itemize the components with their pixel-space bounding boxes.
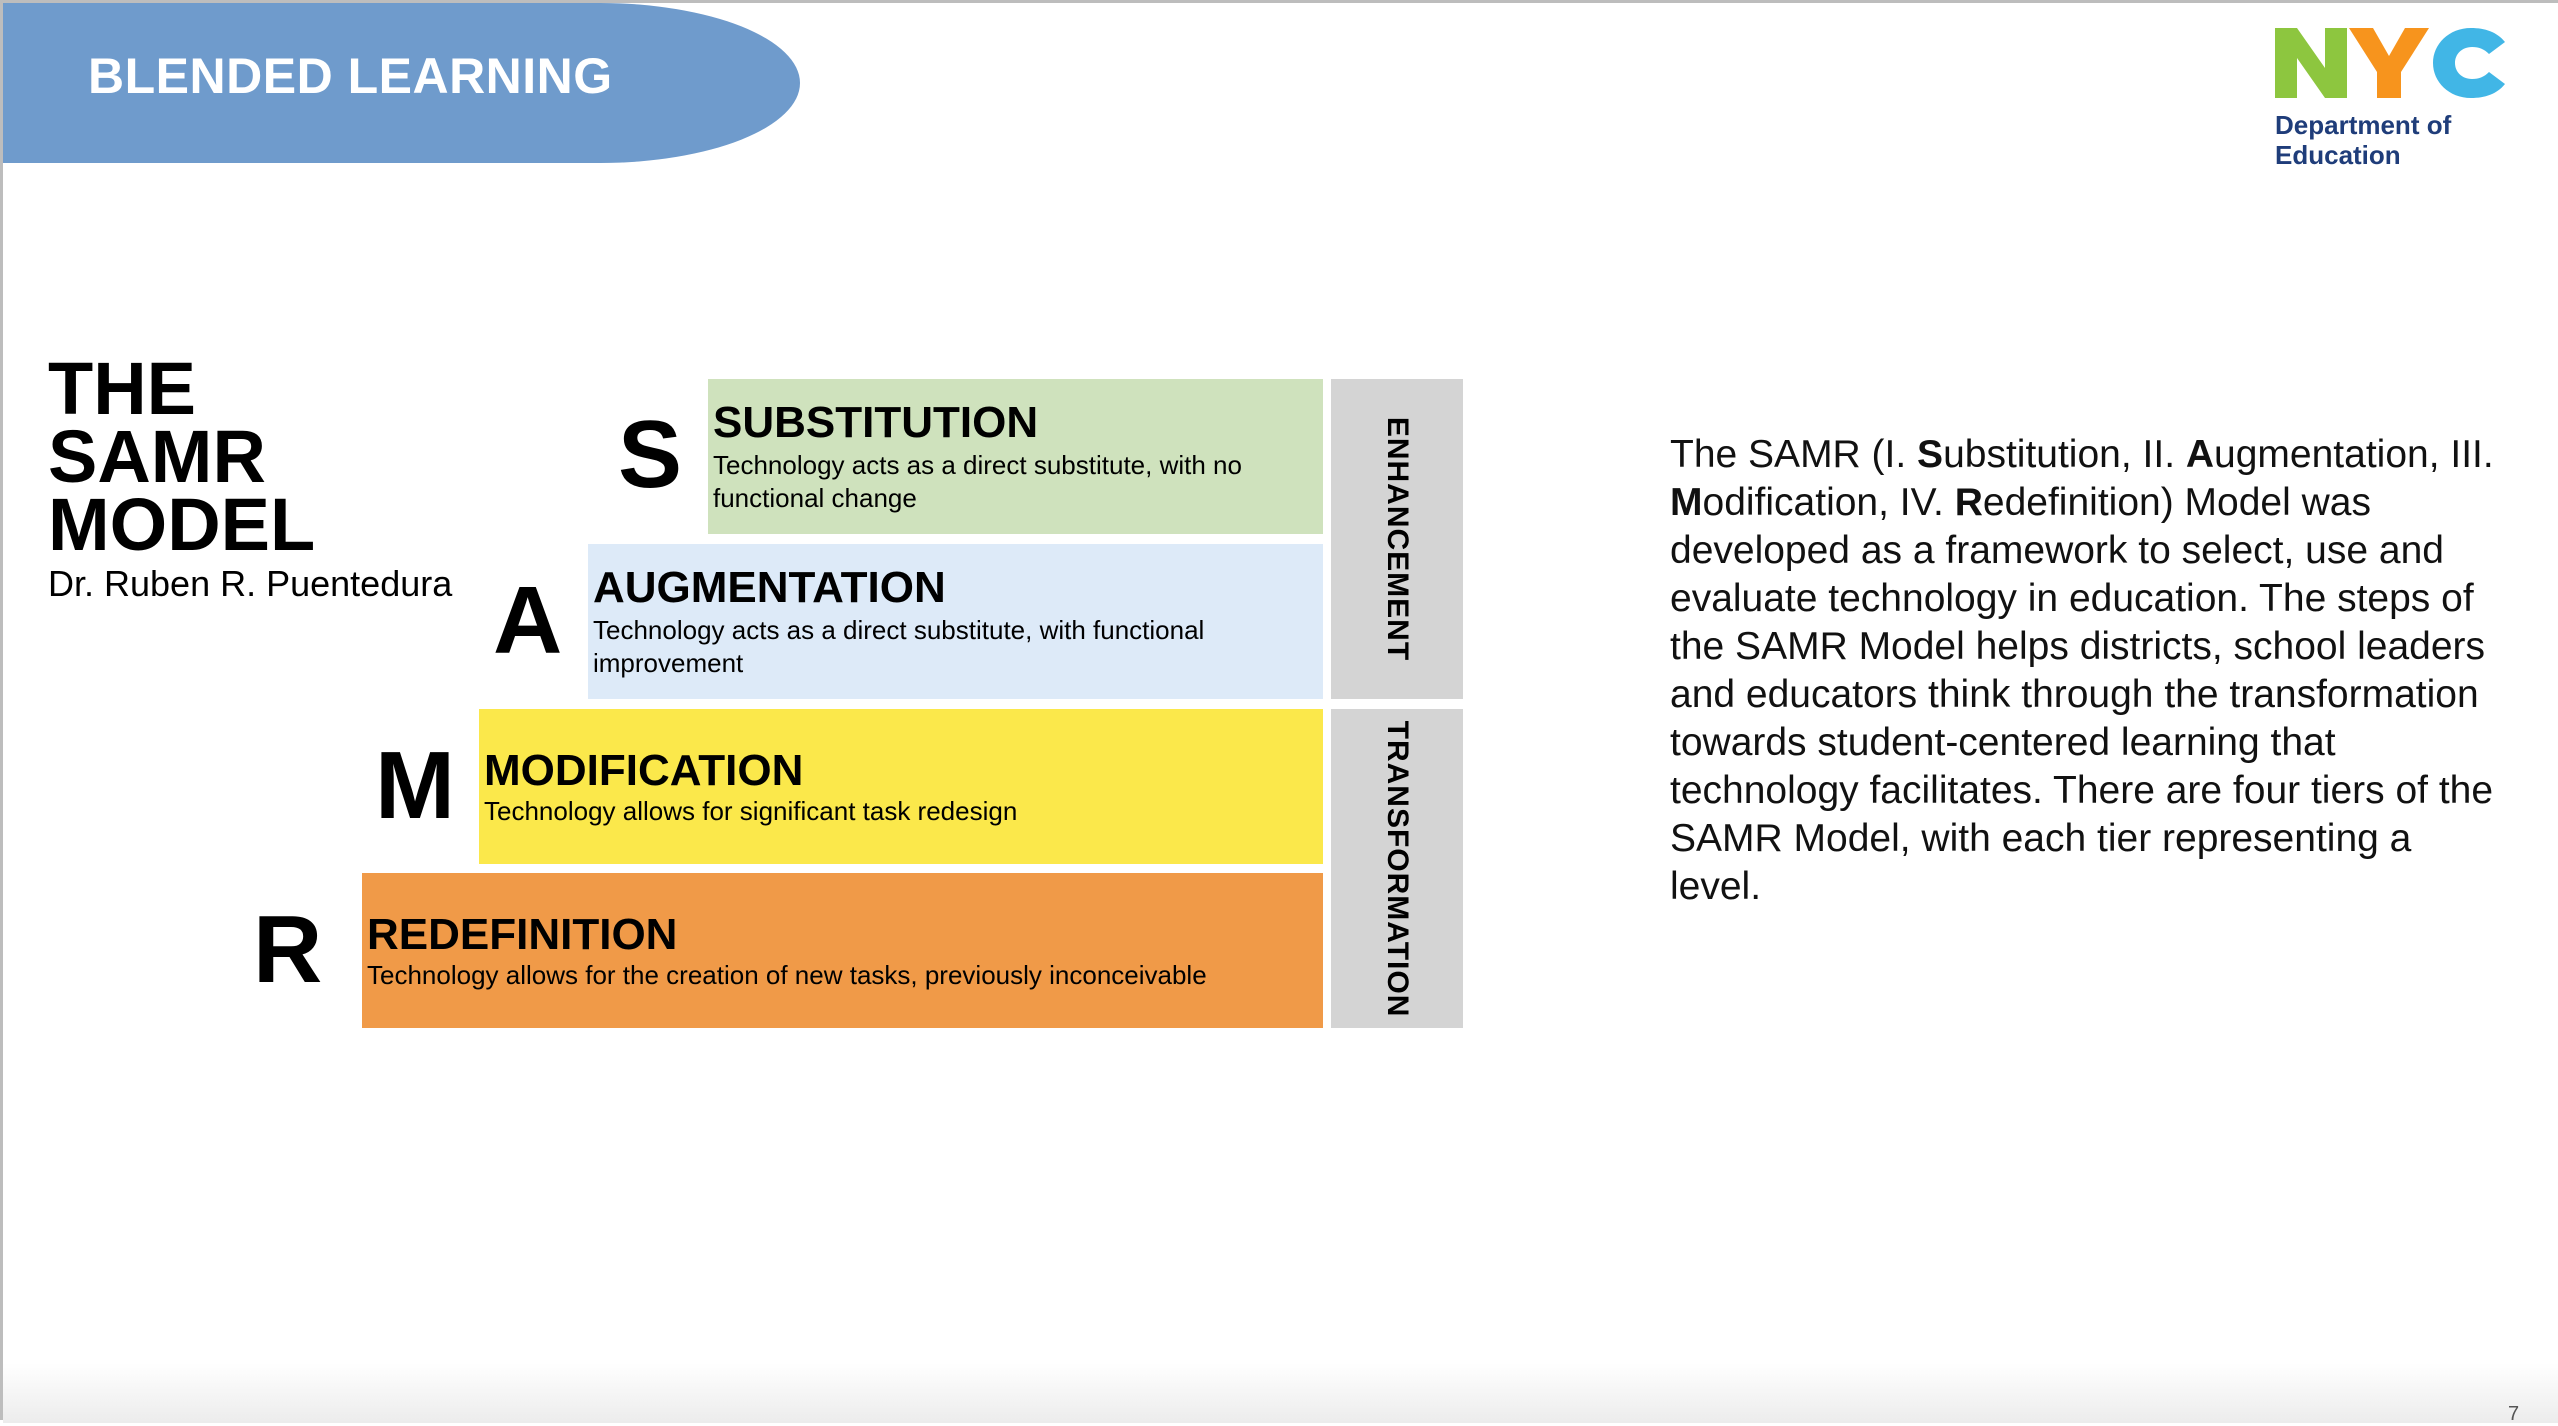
stage-transformation — [1331, 709, 1463, 1028]
tier-augmentation — [588, 544, 1323, 699]
bottom-shade — [3, 1363, 2558, 1423]
desc-bold-letter: A — [2185, 433, 2215, 476]
logo-text — [2275, 110, 2451, 170]
tier-redefinition — [362, 873, 1323, 1028]
desc-bold-letter: R — [1954, 481, 1983, 524]
tier-letter-r: R — [253, 896, 323, 1003]
desc-text: edefinition) Model was developed as a framework to select, use and evaluate technology in education. The steps of the SAMR Model helps districts, school leaders and educators think through the transformation towards student-centered learning that technology facilitates. There are four tiers of the SAMR Model, with each tier representing a level. — [1670, 481, 2494, 908]
tier-description: Technology allows for the creation of new tasks, previously inconceivable — [367, 960, 1207, 990]
page-number: 7 — [2508, 1403, 2520, 1425]
tier-letter-s: S — [618, 401, 683, 508]
tier-letter-a: A — [493, 567, 563, 674]
tier-description: Technology allows for significant task redesign — [484, 796, 1018, 826]
nyc-doe-logo — [2275, 28, 2505, 178]
model-title-line-2: SAMR — [48, 415, 266, 498]
desc-bold-letter: M — [1670, 481, 1703, 524]
header-title: BLENDED LEARNING — [88, 48, 613, 104]
model-title-line-1: THE — [48, 347, 196, 430]
logo-c-mark — [2433, 28, 2505, 98]
tier-name: MODIFICATION — [484, 746, 804, 795]
nyc-logo-icon — [2275, 28, 2505, 108]
logo-line-1: Department of — [2275, 110, 2452, 140]
tier-substitution — [708, 379, 1323, 534]
stage-label: TRANSFORMATION — [1381, 720, 1414, 1017]
stage-enhancement — [1331, 379, 1463, 699]
tier-letter-m: M — [375, 732, 455, 839]
logo-n-mark — [2275, 28, 2347, 98]
desc-bold-letter: S — [1917, 433, 1944, 476]
tier-name: SUBSTITUTION — [713, 398, 1039, 447]
tier-description: Technology acts as a direct substitute, with functional improvement — [593, 615, 1205, 678]
stage-label: ENHANCEMENT — [1381, 416, 1414, 662]
model-title — [48, 347, 316, 566]
desc-text: odification, IV. — [1702, 481, 1955, 524]
tier-name: AUGMENTATION — [593, 563, 946, 612]
tier-description: Technology acts as a direct substitute, with no functional change — [713, 450, 1242, 513]
header-banner — [3, 3, 800, 163]
model-author: Dr. Ruben R. Puentedura — [48, 563, 453, 604]
desc-text: ugmentation, III. — [2214, 433, 2494, 476]
desc-text: ubstitution, II. — [1943, 433, 2186, 476]
desc-text: The SAMR (I. — [1670, 433, 1918, 476]
samr-description — [1670, 431, 2500, 911]
logo-line-2: Education — [2275, 140, 2401, 170]
model-title-line-3: MODEL — [48, 483, 316, 566]
tier-modification — [479, 709, 1323, 864]
tier-name: REDEFINITION — [367, 910, 678, 959]
logo-y-mark — [2349, 28, 2429, 98]
